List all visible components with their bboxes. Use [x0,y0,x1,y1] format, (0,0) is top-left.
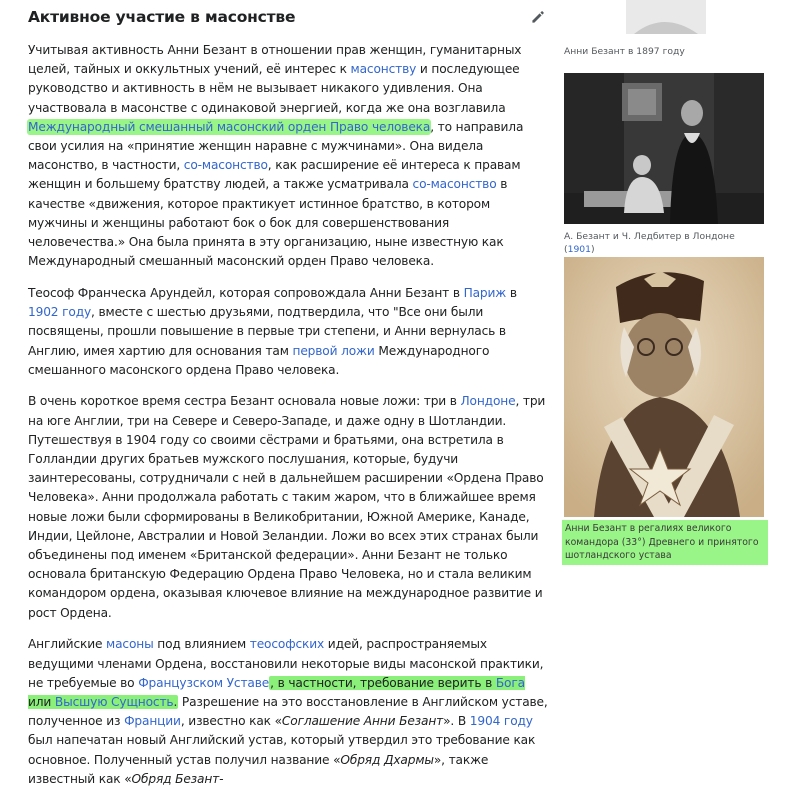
photo-besant-1897[interactable] [564,0,764,40]
caption-regalia: Анни Безант в регалиях великого командора (33°) Древнего и принятого шотландского устава [562,520,768,565]
pencil-icon[interactable] [530,9,546,25]
highlighted-phrase: , в частности, требование верить в Бога или Высшую Сущность. [28,675,525,709]
paragraph-3: В очень короткое время сестра Безант основала новые ложи: три в Лондоне, три на юге Англии, три на Севере и Северо-Западе, и даже одну в Шотландии. Путешествуя в 1904 году со своими сёстрами и братьями, она встретила в Голландии других братьев мужского послушания, которые, будучи заинтересованы, сотрудничали с ней в дальнейшем расширении «Ордена Право Человека». Анни продолжала работать с таким жаром, что в ближайшее время новые ложи были сформированы в Великобритании, Южной Америке, Канаде, Индии, Цейлоне, Австралии и Новой Зеландии. Ложи во всех этих странах были объединены под именем «Британской федерации». Анни Безант не только основала британскую Федерацию Ордена Право Человека, но и стала великим командором ордена, оказывая ключевое влияние на международное развитие и рост Ордена. [28,394,546,620]
paragraph-4: Английские масоны под влиянием теософских идей, распространяемых ведущими членами Ордена, восстановили некоторые виды масонской практики, не требуемые во Французском Уставе, в частности, требование верить в Бога или Высшую Сущность. Разрешение на это восстановление в Английском уставе, полученное из Франции, известно как «Соглашение Анни Безант». В 1904 году был напечатан новый Английский устав, который утвердил это требование как основное. Полученный устав получил название «Обряд Дхармы», также известный как «Обряд Безант- [28,637,548,786]
link-co-masonry-1[interactable]: со-масонство [183,158,268,173]
link-french-rite[interactable]: Французском Уставе [138,675,270,690]
link-1901[interactable]: 1901 [567,244,591,255]
caption-1897: Анни Безант в 1897 году [564,46,685,57]
link-supreme-being[interactable]: Высшую Сущность [54,695,174,709]
link-paris[interactable]: Париж [463,285,507,300]
paragraph-1: Учитывая активность Анни Безант в отношении прав женщин, гуманитарных целей, тайных и оккультных учений, её интерес к масонству и последующее руководство и активность в нём не вызывает никакого удивления. Она участвовала в масонстве с одинаковой энергией, когда же она возглавила Международный смешанный масонский орден Право человека, то направила свои усилия на «принятие женщин наравне с мужчинами». Она видела масонство, в частности, со-масонство, как расширение её интереса к правам женщин и большему братству людей, а также усматривала со-масонство в качестве «движения, которое практикует истинное братство, в котором мужчины и женщины работают бок о бок для совершенствования человечества.» Она была принята в эту организацию, ныне известную как Международный смешанный масонский орден Право человека. [28,43,524,269]
link-1902[interactable]: 1902 году [28,305,92,320]
article-body [28,41,548,802]
link-co-masonry-2[interactable]: со-масонство [412,177,497,192]
link-theosophical[interactable]: теософских [249,637,325,652]
link-london[interactable]: Лондоне [460,394,516,409]
caption-besant-leadbeater: А. Безант и Ч. Ледбитер в Лондоне (1901) [564,231,735,255]
link-masons[interactable]: масоны [106,637,154,652]
link-first-lodge[interactable]: первой ложи [292,343,375,358]
link-god[interactable]: Бога [495,675,525,690]
link-masonry[interactable]: масонству [350,62,417,77]
link-le-droit-humain[interactable]: Международный смешанный масонский орден Право человека [28,119,431,134]
link-france[interactable]: Франции [124,714,181,729]
photo-besant-leadbeater[interactable] [564,73,764,224]
link-1904[interactable]: 1904 году [469,714,533,729]
photo-besant-regalia[interactable] [564,257,764,517]
paragraph-2: Теософ Франческа Арундейл, которая сопровождала Анни Безант в Париж в 1902 году, вместе с шестью друзьями, подтвердила, что "Все они были посвящены, прошли повышение в первые три степени, и Анни вернулась в Англию, имея хартию для основания там первой ложи Международного смешанного масонского ордена Право человека. [28,285,517,377]
section-heading: Активное участие в масонстве [28,8,296,26]
